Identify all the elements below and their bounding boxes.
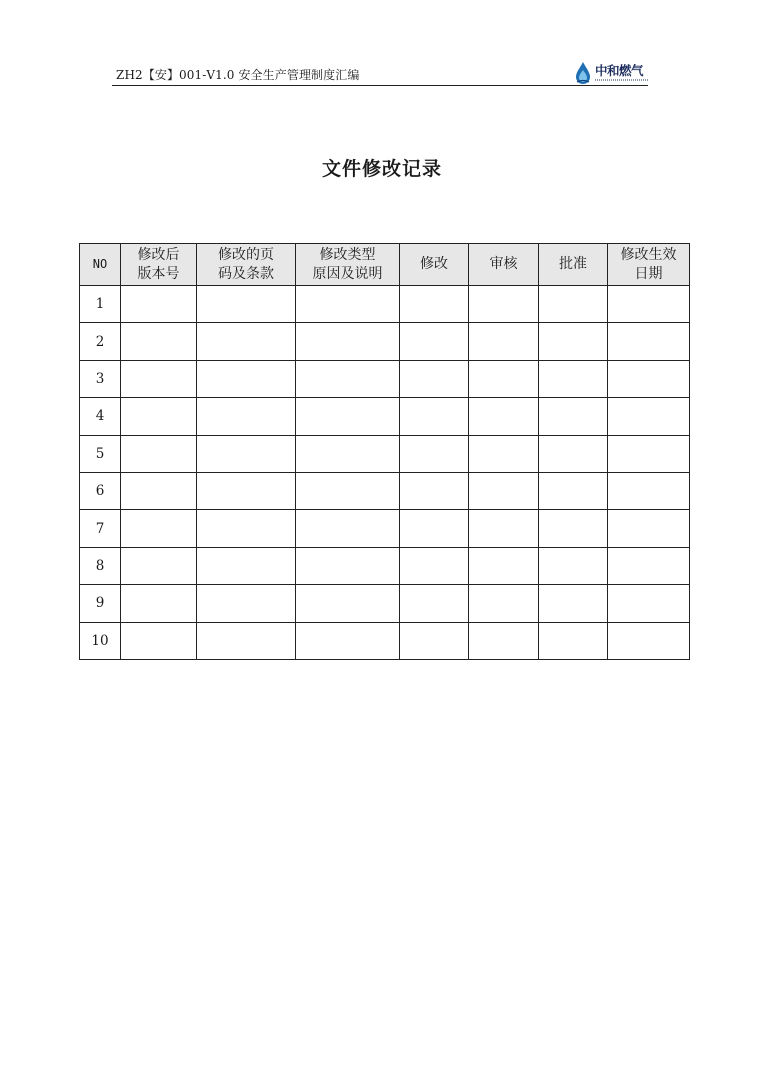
cell-pages-clauses: [197, 360, 296, 397]
cell-approved-by: [539, 510, 608, 547]
cell-version: [121, 286, 197, 323]
cell-row-number: 2: [80, 323, 121, 360]
cell-change-reason: [296, 360, 400, 397]
table-row: [80, 510, 690, 547]
cell-pages-clauses: [197, 547, 296, 584]
cell-change-reason: [296, 398, 400, 435]
cell-version: [121, 398, 197, 435]
cell-modified-by: [400, 547, 469, 584]
cell-modified-by: [400, 472, 469, 509]
header-line: 修改类型: [319, 246, 376, 263]
cell-version: [121, 323, 197, 360]
table-header-row: [80, 244, 690, 286]
column-header-effective-date: [608, 244, 690, 286]
cell-reviewed-by: [469, 547, 539, 584]
column-header-approved-by: [539, 244, 608, 286]
table-row: [80, 435, 690, 472]
cell-effective-date: [608, 398, 690, 435]
cell-change-reason: [296, 585, 400, 622]
column-header-version: [121, 244, 197, 286]
cell-version: [121, 435, 197, 472]
cell-version: [121, 547, 197, 584]
cell-modified-by: [400, 398, 469, 435]
cell-modified-by: [400, 435, 469, 472]
cell-row-number: 3: [80, 360, 121, 397]
header-line: 修改后: [137, 246, 180, 263]
cell-row-number: 4: [80, 398, 121, 435]
table-row: [80, 472, 690, 509]
header-line: 码及条款: [218, 265, 274, 282]
cell-reviewed-by: [469, 510, 539, 547]
cell-pages-clauses: [197, 622, 296, 659]
cell-modified-by: [400, 585, 469, 622]
cell-modified-by: [400, 510, 469, 547]
cell-change-reason: [296, 547, 400, 584]
cell-modified-by: [400, 622, 469, 659]
cell-reviewed-by: [469, 472, 539, 509]
cell-reviewed-by: [469, 585, 539, 622]
cell-approved-by: [539, 547, 608, 584]
cell-change-reason: [296, 286, 400, 323]
cell-version: [121, 472, 197, 509]
column-header-no: [80, 244, 121, 286]
cell-row-number: 9: [80, 585, 121, 622]
header-line: NO: [92, 257, 108, 271]
cell-approved-by: [539, 286, 608, 323]
cell-pages-clauses: [197, 286, 296, 323]
cell-reviewed-by: [469, 286, 539, 323]
header-line: 审核: [489, 256, 518, 272]
cell-pages-clauses: [197, 398, 296, 435]
cell-pages-clauses: [197, 472, 296, 509]
cell-pages-clauses: [197, 585, 296, 622]
table-row: [80, 360, 690, 397]
cell-row-number: 8: [80, 547, 121, 584]
column-header-change-reason: [296, 244, 400, 286]
column-header-reviewed-by: [469, 244, 539, 286]
cell-row-number: 6: [80, 472, 121, 509]
cell-change-reason: [296, 622, 400, 659]
cell-modified-by: [400, 323, 469, 360]
cell-effective-date: [608, 547, 690, 584]
cell-effective-date: [608, 435, 690, 472]
cell-effective-date: [608, 286, 690, 323]
header-line: 修改的页: [218, 246, 274, 263]
table-row: [80, 286, 690, 323]
cell-approved-by: [539, 472, 608, 509]
cell-effective-date: [608, 510, 690, 547]
header-line: 修改: [420, 256, 448, 272]
cell-version: [121, 510, 197, 547]
cell-approved-by: [539, 360, 608, 397]
cell-effective-date: [608, 323, 690, 360]
cell-change-reason: [296, 472, 400, 509]
table-row: [80, 547, 690, 584]
cell-row-number: 5: [80, 435, 121, 472]
table-row: [80, 398, 690, 435]
logo-tagline-mark: [595, 79, 649, 81]
company-logo: [574, 60, 643, 86]
column-header-modified-by: [400, 244, 469, 286]
table-row: [80, 323, 690, 360]
cell-modified-by: [400, 286, 469, 323]
cell-approved-by: [539, 622, 608, 659]
cell-approved-by: [539, 323, 608, 360]
cell-row-number: 7: [80, 510, 121, 547]
cell-approved-by: [539, 398, 608, 435]
document-header-code: ZH2【安】001-V1.0 安全生产管理制度汇编: [116, 68, 360, 82]
cell-row-number: 10: [80, 622, 121, 659]
cell-effective-date: [608, 472, 690, 509]
page-title: 文件修改记录: [321, 158, 442, 180]
cell-reviewed-by: [469, 622, 539, 659]
header-divider: [112, 85, 648, 86]
cell-pages-clauses: [197, 323, 296, 360]
cell-reviewed-by: [469, 360, 539, 397]
cell-version: [121, 585, 197, 622]
cell-reviewed-by: [469, 323, 539, 360]
cell-change-reason: [296, 435, 400, 472]
cell-version: [121, 622, 197, 659]
cell-approved-by: [539, 585, 608, 622]
header-line: 修改生效: [620, 246, 677, 263]
logo-text: 中和燃气: [595, 62, 644, 78]
table-row: [80, 585, 690, 622]
cell-pages-clauses: [197, 435, 296, 472]
cell-row-number: 1: [80, 286, 121, 323]
cell-reviewed-by: [469, 398, 539, 435]
header-line: 日期: [634, 265, 663, 282]
cell-reviewed-by: [469, 435, 539, 472]
cell-effective-date: [608, 622, 690, 659]
cell-effective-date: [608, 585, 690, 622]
flame-drop-icon: [574, 61, 592, 85]
table-row: [80, 622, 690, 659]
header-line: 批准: [559, 256, 587, 272]
cell-pages-clauses: [197, 510, 296, 547]
header-line: 原因及说明: [312, 265, 383, 282]
cell-modified-by: [400, 360, 469, 397]
column-header-pages-clauses: [197, 244, 296, 286]
cell-change-reason: [296, 510, 400, 547]
header-line: 版本号: [137, 265, 180, 282]
cell-change-reason: [296, 323, 400, 360]
cell-effective-date: [608, 360, 690, 397]
cell-version: [121, 360, 197, 397]
revision-record-table: [79, 243, 690, 660]
cell-approved-by: [539, 435, 608, 472]
